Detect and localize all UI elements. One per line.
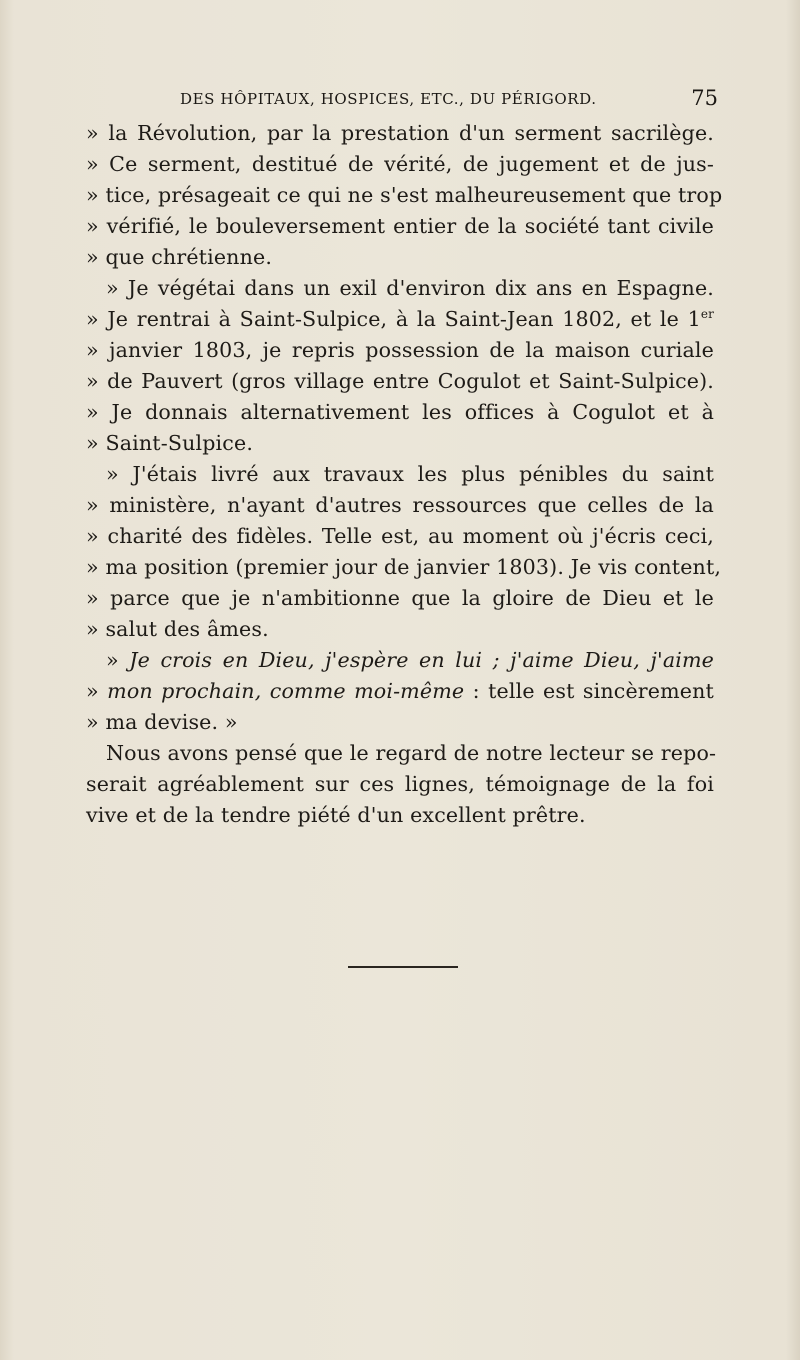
text-line: » tice, présageait ce qui ne s'est malheureusement que trop bbox=[86, 183, 723, 207]
text-line: » janvier 1803, je repris possession de la maison curiale bbox=[86, 338, 714, 362]
text-line: » Ce serment, destitué de vérité, de jugement et de jus- bbox=[86, 152, 714, 176]
text-line: » vérifié, le bouleversement entier de la société tant civile bbox=[86, 214, 714, 238]
quote-mark: » bbox=[86, 679, 108, 703]
section-divider bbox=[348, 966, 458, 968]
text-line bbox=[86, 304, 714, 335]
text-line: » parce que je n'ambitionne que la gloire de Dieu et le bbox=[86, 586, 714, 610]
text-line bbox=[86, 676, 714, 707]
italic-text: mon prochain, comme moi-même bbox=[107, 679, 465, 703]
text-line: » la Révolution, par la prestation d'un serment sacrilège. bbox=[86, 121, 714, 145]
text-line: » ma position (premier jour de janvier 1803). Je vis content, bbox=[86, 555, 722, 579]
text-fragment: » Je rentrai à Saint-Sulpice, à la Saint-Jean 1802, et le 1 bbox=[86, 307, 701, 331]
page-number: 75 bbox=[691, 86, 718, 110]
text-line: » salut des âmes. bbox=[86, 617, 269, 641]
text-line: » que chrétienne. bbox=[86, 245, 273, 269]
text-line: Nous avons pensé que le regard de notre lecteur se repo- bbox=[106, 741, 717, 765]
text-line: » Saint-Sulpice. bbox=[86, 431, 254, 455]
text-fragment: : telle est sincèrement bbox=[464, 679, 714, 703]
superscript: er bbox=[700, 307, 714, 321]
text-line: » Je végétai dans un exil d'environ dix ans en Espagne. bbox=[106, 276, 714, 300]
text-line: » de Pauvert (gros village entre Cogulot et Saint-Sulpice). bbox=[86, 369, 714, 393]
text-line: » ma devise. » bbox=[86, 710, 238, 734]
text-line: serait agréablement sur ces lignes, témoignage de la foi bbox=[86, 772, 714, 796]
text-line: » J'étais livré aux travaux les plus pénibles du saint bbox=[106, 462, 714, 486]
text-line: » Je donnais alternativement les offices à Cogulot et à bbox=[86, 400, 714, 424]
italic-text: Je crois en Dieu, j'espère en lui ; j'aime Dieu, j'aime bbox=[129, 648, 714, 672]
text-line: vive et de la tendre piété d'un excellent prêtre. bbox=[86, 803, 586, 827]
quote-mark: » bbox=[106, 648, 130, 672]
running-title: DES HÔPITAUX, HOSPICES, ETC., DU PÉRIGORD. bbox=[180, 90, 597, 108]
page-header bbox=[180, 86, 718, 118]
text-line: » ministère, n'ayant d'autres ressources que celles de la bbox=[86, 493, 714, 517]
text-line bbox=[106, 645, 714, 676]
text-line: » charité des fidèles. Telle est, au moment où j'écris ceci, bbox=[86, 524, 714, 548]
